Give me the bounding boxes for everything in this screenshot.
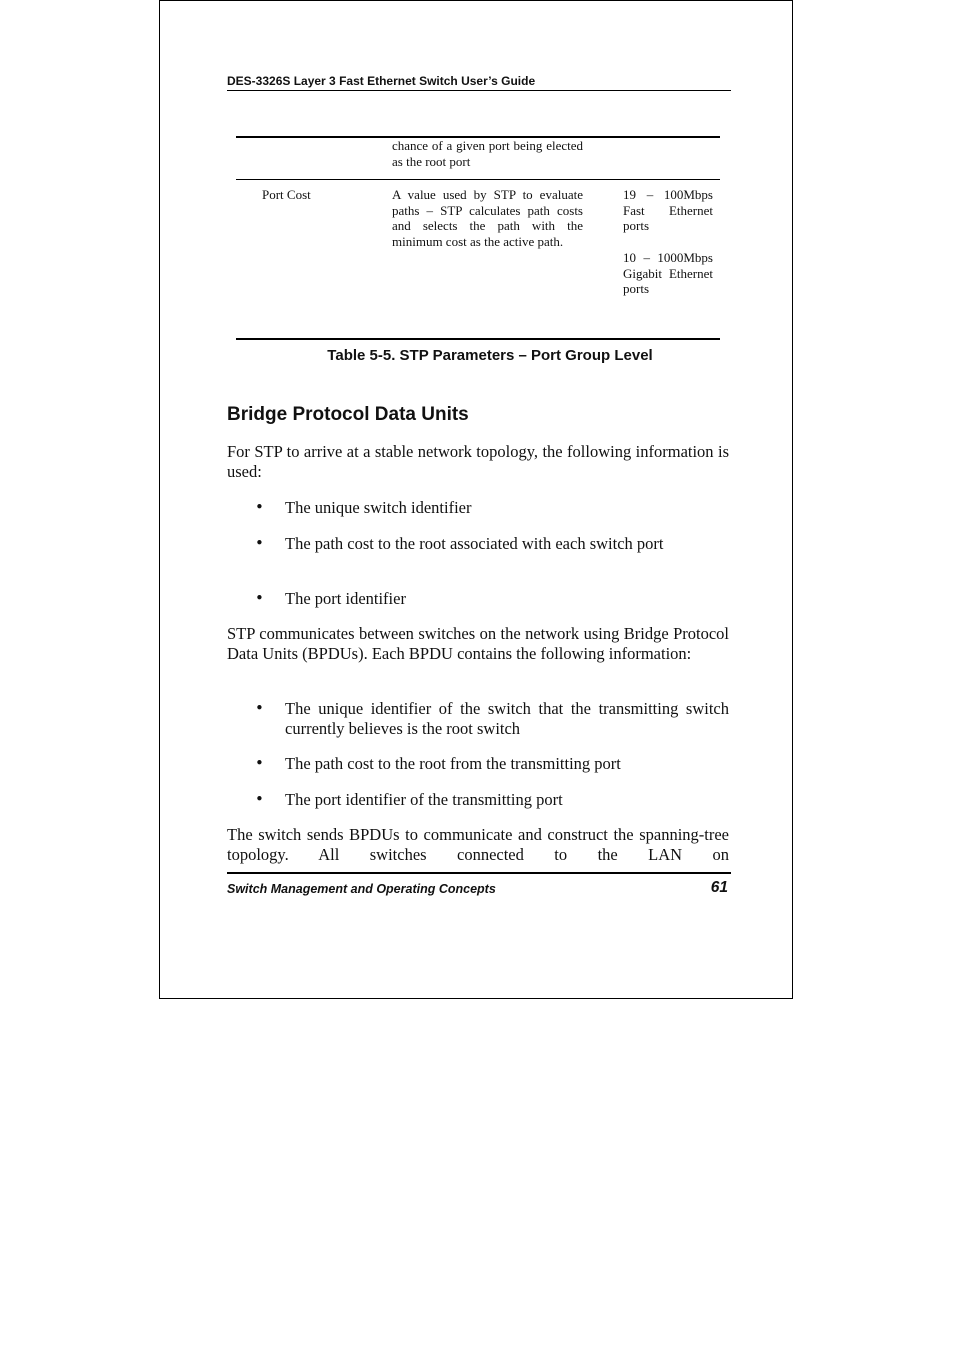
table-bottom-rule xyxy=(236,338,720,340)
bullet-icon: • xyxy=(255,589,264,607)
bullet-icon: • xyxy=(255,498,264,516)
list-item-text: The path cost to the root associated with each switch port xyxy=(285,534,664,553)
list-item-text: The port identifier of the transmitting port xyxy=(285,790,563,809)
bullet-icon: • xyxy=(255,754,264,772)
table-cell-parameter: Port Cost xyxy=(262,187,311,202)
table-row-divider xyxy=(236,179,720,180)
table-cell-value-gigabit: 10 – 1000Mbps Gigabit Ethernet ports xyxy=(623,250,713,297)
bullet-icon: • xyxy=(255,699,264,717)
table-cell-description-continued: chance of a given port being elected as the root port xyxy=(392,138,583,169)
bullet-icon: • xyxy=(255,534,264,552)
footer-rule xyxy=(227,872,731,874)
paragraph-bpdu: STP communicates between switches on the network using Bridge Protocol Data Units (BPDUs). Each BPDU contains the following information: xyxy=(227,624,729,663)
paragraph-intro: For STP to arrive at a stable network topology, the following information is used: xyxy=(227,442,729,481)
paragraph-switch-sends: The switch sends BPDUs to communicate and construct the spanning-tree topology. All switches connected to the LAN on xyxy=(227,825,729,864)
table-cell-description: A value used by STP to evaluate paths – STP calculates path costs and selects the path with the minimum cost as the active path. xyxy=(392,187,583,250)
table-cell-value-fast-ethernet: 19 – 100Mbps Fast Ethernet ports xyxy=(623,187,713,234)
bullet-icon: • xyxy=(255,790,264,808)
list-item-text: The port identifier xyxy=(285,589,406,608)
table-caption: Table 5-5. STP Parameters – Port Group Level xyxy=(327,347,653,364)
page-number: 61 xyxy=(710,879,728,896)
footer-chapter: Switch Management and Operating Concepts xyxy=(227,882,496,896)
section-heading: Bridge Protocol Data Units xyxy=(227,404,469,425)
list-item-text: The unique identifier of the switch that the transmitting switch currently believes is the root switch xyxy=(285,699,729,738)
list-item-text: The path cost to the root from the transmitting port xyxy=(285,754,621,773)
list-item-text: The unique switch identifier xyxy=(285,498,472,517)
running-header: DES-3326S Layer 3 Fast Ethernet Switch User’s Guide xyxy=(227,74,731,91)
